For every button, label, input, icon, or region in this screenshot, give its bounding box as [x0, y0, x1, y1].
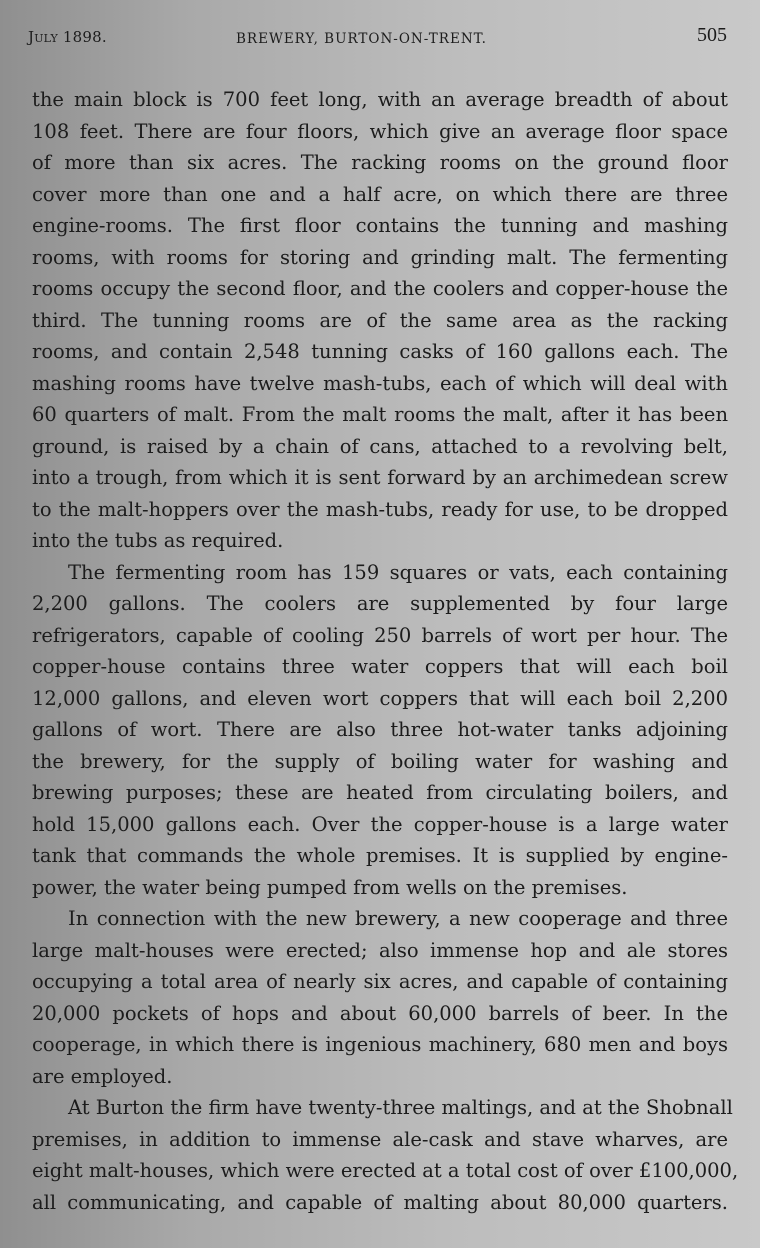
text-line: are employed.: [32, 1064, 173, 1088]
text-line: into a trough, from which it is sent forward by an archimedean screw: [32, 466, 728, 489]
text-line: cover more than one and a half acre, on which there are three: [32, 182, 728, 206]
text-line: 12,000 gallons, and eleven wort coppers that will each boil 2,200: [32, 686, 728, 710]
text-line: In connection with the new brewery, a new cooperage and three: [68, 907, 728, 930]
text-line: of more than six acres. The racking rooms on the ground floor: [32, 151, 728, 174]
text-line: rooms, and contain 2,548 tunning casks of 160 gallons each. The: [32, 340, 728, 363]
header-date: July 1898.: [28, 28, 107, 46]
paragraph: [32, 557, 728, 904]
text-line: all communicating, and capable of malting about 80,000 quarters.: [32, 1190, 728, 1214]
text-line: refrigerators, capable of cooling 250 barrels of wort per hour. The: [32, 623, 728, 647]
header-running-title: BREWERY, BURTON-ON-TRENT.: [236, 31, 487, 47]
text-line: mashing rooms have twelve mash-tubs, each of which will deal with: [32, 371, 728, 395]
text-line: gallons of wort. There are also three hot-water tanks adjoining: [32, 718, 728, 741]
running-header: [0, 26, 760, 56]
text-line: brewing purposes; these are heated from circulating boilers, and: [32, 781, 728, 804]
paragraph: [32, 84, 728, 557]
text-line: 108 feet. There are four floors, which give an average floor space: [32, 119, 728, 143]
page-number: 505: [697, 24, 727, 46]
text-line: premises, in addition to immense ale-cask and stave wharves, are: [32, 1127, 728, 1151]
page-body: [32, 84, 739, 1218]
text-line: engine-rooms. The first floor contains the tunning and mashing: [32, 214, 728, 237]
text-line: rooms, with rooms for storing and grinding malt. The fermenting: [32, 245, 728, 269]
text-line: At Burton the firm have twenty-three maltings, and at the Shobnall: [68, 1096, 733, 1119]
paragraph: [32, 1092, 739, 1218]
text-line: hold 15,000 gallons each. Over the copper-house is a large water: [32, 812, 728, 836]
text-line: occupying a total area of nearly six acres, and capable of containing: [32, 970, 728, 993]
text-line: into the tubs as required.: [32, 529, 284, 552]
text-line: ground, is raised by a chain of cans, attached to a revolving belt,: [32, 434, 728, 458]
text-line: The fermenting room has 159 squares or vats, each containing: [68, 560, 728, 584]
text-line: 2,200 gallons. The coolers are supplemented by four large: [32, 592, 728, 615]
text-line: cooperage, in which there is ingenious machinery, 680 men and boys: [32, 1033, 728, 1056]
text-line: third. The tunning rooms are of the same area as the racking: [32, 308, 728, 332]
text-line: eight malt-houses, which were erected at a total cost of over £100,000,: [32, 1159, 739, 1182]
text-line: to the malt-hoppers over the mash-tubs, ready for use, to be dropped: [32, 497, 728, 521]
paragraph: [32, 903, 728, 1092]
text-line: 20,000 pockets of hops and about 60,000 barrels of beer. In the: [32, 1001, 728, 1025]
text-line: power, the water being pumped from wells on the premises.: [32, 875, 628, 899]
text-line: large malt-houses were erected; also immense hop and ale stores: [32, 938, 728, 962]
text-line: 60 quarters of malt. From the malt rooms the malt, after it has been: [32, 403, 728, 426]
text-line: the brewery, for the supply of boiling water for washing and: [32, 749, 728, 773]
text-line: tank that commands the whole premises. It is supplied by engine-: [32, 844, 728, 867]
text-line: rooms occupy the second floor, and the coolers and copper-house the: [32, 277, 728, 300]
text-line: copper-house contains three water coppers that will each boil: [32, 655, 728, 678]
text-line: the main block is 700 feet long, with an average breadth of about: [32, 88, 728, 111]
